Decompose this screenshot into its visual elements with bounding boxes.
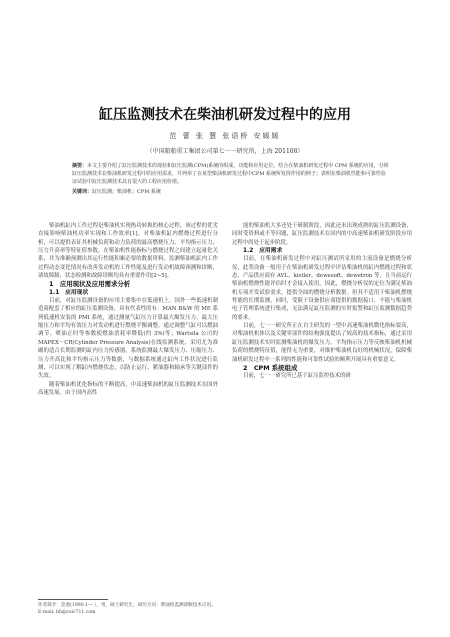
footnote bbox=[38, 602, 418, 616]
paper-title: 缸压监测技术在柴油机研发过程中的应用 bbox=[99, 107, 351, 123]
keywords-text: 缸压监测；柴油机；CPM 系统 bbox=[92, 188, 161, 195]
author-bio: 作者简介：范蕾(1990.1— ），男，硕士研究生，研究方向：柴油机监测诊断技术应用。 bbox=[38, 603, 216, 608]
paragraph: 目前，在柴油机研发过程中对缸压测试所采用的主流设备是燃烧分析仪，此类设备一般用于在柴油机研发过程中评估柴油机的缸内燃烧过程和状态，产品供应商有 AVL、kistler、dewesoft、dewetron 等，且当前运行柴油机燃烧性能评估时才会接入使用。因此，燃烧分析仪的定位为满足柴油机专项开发试验需求，提供全面的燃烧分析数据。但其不适用于柴油机燃烧性能的长期监测，同时，受限于设备供应商提供的数据接口，不能与柴油机电子管理系统进行集成，无法满足缸压监测的实时报警和缸压监测数据趋势的要求。 bbox=[232, 256, 412, 321]
paragraph: 目前，七一一研究所正在自主研发的一型中高速柴油机微化指标要高，对柴油机机体以及关键零部件的结构强度提出了较高的技术指标，通过采用缸压监测技术实时监测柴油机的爆发压力、平均指示压力等反映柴油机机械负荷的燃烧特征值，能得无为重要，对维护柴油机良好的机械状况，保障柴油机研发过程中一系列的性能和可靠性试验的顺利开展具有重要意义。 bbox=[232, 323, 412, 363]
paragraph: 目前，对缸压监测设备的应用主要集中在低速机上。国外一些低速机制造商配套了相应的缸压监测设备，具有代表性的有：MAN B&W 的 ME 系列低速机安装的 PMI 系统，通过测量气缸压力计算最大爆发压力、最大压缩压力和平均有效压力对发动机进行燃烧平衡调整，通过调整气缸可以燃油调节、喷油正时等参数使燃油消耗率降低(约 3%)等；Wartsila 公司的 MAPEX－CR(Cylinder Pressure Analysis)在线监测系统，采用尤为准确的适合长期监测的缸内压力传感器，系统监测最大爆发压力、压缩压力、压力升高比和平均指示压力等数据，与数据系统通过缸内工作状况进行监测，可以实现了解缸内燃烧状态，以防止运行、紧油器和轴承等关键部件的失效。 bbox=[38, 298, 218, 380]
keywords bbox=[72, 188, 390, 196]
abstract-block bbox=[72, 162, 390, 196]
paragraph: 柴油机缸内工作过程是柴油机实现热功转换的核心过程，该过程的优劣直接影响柴油机功率实现和工作效率[1]。对柴油机缸内燃烧过程进行分析，可以提供表征其机械负荷和动力负荷的最高燃烧压力、平均指示压力、压力升高率等特征值参数，在柴油机性能指标与燃烧过程之间建立起量化关系，并为准确预测出其运行性能积累必要的数据资料。监测柴油机缸内工作过程动态变化情况有改善发动机的工作性能及进行发动机故障预测和诊断，诸故障制、状态检测和故障诊断均具有重要作用[2~5]。 bbox=[38, 223, 218, 280]
abstract bbox=[72, 162, 390, 187]
right-column bbox=[232, 222, 412, 381]
author-list: 范 蕾 张 慧 张语桥 安媛媛 bbox=[169, 132, 281, 140]
footnote-divider bbox=[38, 599, 108, 600]
paragraph: 随着柴油机优化指标的不断提高，中高速柴油机的缸压监测技术在国外高速发展。由于国内高性 bbox=[38, 381, 218, 396]
abstract-label: 摘要： bbox=[72, 163, 88, 169]
subsection-heading: 1.1 应用现状 bbox=[49, 289, 89, 296]
author-email: E-mail: hh@csic711.com bbox=[38, 610, 96, 615]
paragraph: 目前，七一一研究所已基于缸压监控技术的研 bbox=[243, 373, 351, 380]
abstract-text: 本文主要介绍了缸压监测技术的现状和缸压监测(CPM)系统的组成、功能和应用定位。结合在柴油机研发过程中 CPM 系统的应用，分析缸压监测技术在柴油机研发过程中的应用需求，并列举了在某型柴油机研发过程中CPM 系统所发挥作用的例子；表明在柴油机性能和可靠性验证试验中缸压监测技术具有很大的工程应用价值。 bbox=[72, 163, 389, 186]
affiliation: （中国船舶重工集团公司第七一一研究所，上海 201108） bbox=[146, 148, 304, 155]
paragraph: 能的柴油机大多还处于研制阶段，因此还未出现成熟的缸压监测设备，同时受资料或不等问题，缸压监测技术在国内的中高速柴油机研发阶段应用过程中尚处于起步阶段。 bbox=[232, 223, 412, 246]
subsection-heading: 1.2 应用需求 bbox=[243, 248, 283, 255]
section-heading: 1 应用现状及应用需求分析 bbox=[49, 280, 131, 289]
section-heading: 2 CPM 系统组成 bbox=[243, 363, 298, 372]
left-column bbox=[38, 222, 218, 397]
keywords-label: 关键词： bbox=[72, 188, 93, 195]
